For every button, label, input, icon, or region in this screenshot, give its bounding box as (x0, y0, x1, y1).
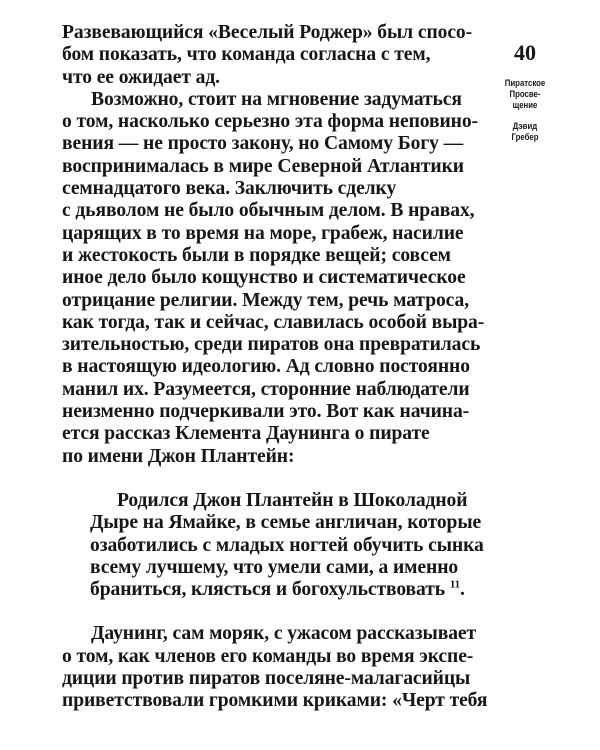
text-line: в настоящую идеологию. Ад словно постоянно (62, 356, 470, 378)
quote-line-last (62, 579, 472, 601)
running-head-title (496, 78, 553, 111)
text-line: и жестокость были в порядке вещей; совсем (62, 244, 451, 266)
text-line: бом показать, что команда согласна с тем, (62, 44, 431, 66)
text-line: воспринималась в мире Северной Атлантики (62, 155, 464, 177)
quote-line: озаботились с младых ногтей обучить сынка (90, 534, 484, 556)
page-margin (490, 30, 560, 143)
running-head-line: Дэвид (512, 121, 538, 132)
text-line: вения — не просто закону, но Самому Богу — (62, 133, 464, 155)
page-number: 40 (514, 40, 536, 65)
text-line: приветствовали громкими криками: «Черт тебя (62, 690, 488, 712)
quote-period: . (460, 579, 465, 601)
paragraph-3 (62, 623, 488, 712)
text-line: Даунинг, сам моряк, с ужасом рассказывает (91, 623, 477, 645)
quote-line: Родился Джон Плантейн в Шоколадной (117, 489, 468, 511)
text-line: о том, насколько серьезно эта форма неповино- (62, 111, 478, 133)
text-line: ется рассказ Клемента Даунинга о пирате (62, 423, 430, 445)
block-quote (62, 489, 484, 601)
quote-text: браниться, клясться и богохульствовать (90, 579, 446, 601)
running-head-line: Просве- (509, 89, 541, 100)
footnote-reference: 11 (449, 578, 461, 591)
spacer (62, 601, 472, 623)
quote-line: всему лучшему, что умели сами, а именно (90, 556, 459, 578)
main-text-column (62, 22, 488, 713)
text-line: неизменно подчеркивали это. Вот как начина- (62, 401, 470, 423)
running-head (496, 78, 553, 143)
text-line: о том, как членов его команды во время экспе- (62, 645, 474, 667)
text-line: с дьяволом не было обычным делом. В нравах, (62, 200, 475, 222)
running-head-line: щение (512, 100, 538, 111)
text-line: Возможно, стоит на мгновение задуматься (91, 88, 462, 110)
quote-line: Дыре на Ямайке, в семье англичан, которые (90, 512, 482, 534)
text-line: зительностью, среди пиратов она превратилась (62, 334, 481, 356)
running-head-line: Пиратское (504, 78, 546, 89)
text-line: как тогда, так и сейчас, славилась особой выра- (62, 311, 485, 333)
paragraph-2 (62, 88, 485, 468)
spacer (62, 468, 472, 490)
text-line: семнадцатого века. Заключить сделку (62, 178, 397, 200)
text-line: что ее ожидает ад. (62, 66, 220, 88)
running-head-author (496, 121, 553, 143)
text-line: манил их. Разумеется, сторонние наблюдатели (62, 378, 470, 400)
text-line: отрицание религии. Между тем, речь матроса, (62, 289, 470, 311)
text-line: иное дело было кощунство и систематическое (62, 267, 466, 289)
running-head-line: Гребер (511, 132, 539, 143)
text-line: по имени Джон Плантейн: (62, 445, 295, 467)
text-line: диции против пиратов поселяне-малагасийцы (62, 668, 471, 690)
text-line: царящих в то время на море, грабеж, насилие (62, 222, 464, 244)
paragraph-1 (62, 22, 472, 89)
text-line: Развевающийся «Веселый Роджер» был спосо- (62, 22, 473, 43)
